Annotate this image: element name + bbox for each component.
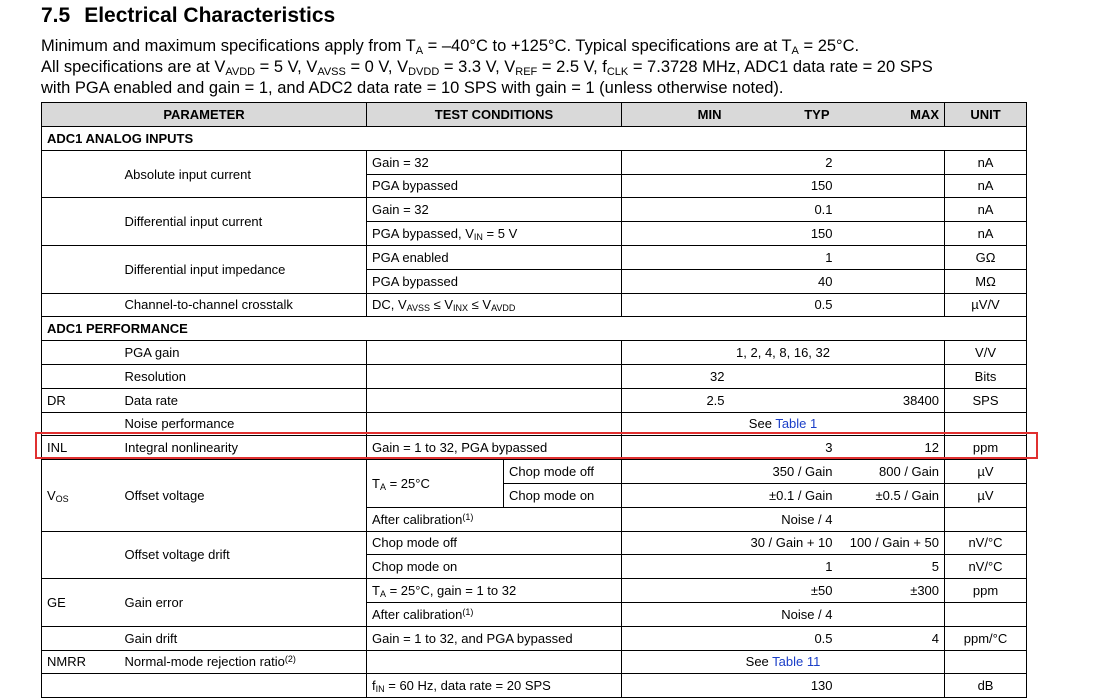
typ-value: 350 / Gain [730, 460, 838, 484]
param-name: Differential input impedance [120, 245, 367, 293]
unit: µV [945, 483, 1027, 507]
param-symbol: $V_{OS}$ [42, 460, 120, 531]
section-adc1-analog-inputs: ADC1 ANALOG INPUTS [42, 127, 1027, 151]
table-row-inl [42, 436, 1027, 460]
unit: MΩ [945, 269, 1027, 293]
max-value: 38400 [838, 388, 945, 412]
header-test-conditions: TEST CONDITIONS [367, 103, 622, 127]
table-row [42, 650, 1027, 674]
table-header-row [42, 103, 1027, 127]
test-condition: PGA bypassed [367, 174, 622, 198]
param-name: Noise performance [120, 412, 367, 436]
min-value: 32 [622, 364, 730, 388]
param-name: Integral nonlinearity [120, 436, 367, 460]
electrical-characteristics-table [41, 102, 1027, 698]
value-span: 1, 2, 4, 8, 16, 32 [622, 341, 945, 365]
unit: ppm [945, 579, 1027, 603]
max-value: 100 / Gain + 50 [838, 531, 945, 555]
header-parameter: PARAMETER [42, 103, 367, 127]
table-11-link[interactable]: Table 11 [772, 654, 821, 670]
param-name: Gain error [120, 579, 367, 627]
section-heading [41, 4, 335, 28]
typ-value: ±50 [730, 579, 838, 603]
table-row [42, 198, 1027, 222]
section-title: Electrical Characteristics [84, 4, 336, 27]
table-row [42, 388, 1027, 412]
param-name: Differential input current [120, 198, 367, 246]
section-row [42, 317, 1027, 341]
test-condition: PGA bypassed, $V_{IN} = 5$ V [367, 222, 622, 246]
max-value: 5 [838, 555, 945, 579]
see-reference: See Table 1 [622, 412, 945, 436]
table-row [42, 531, 1027, 555]
test-condition: After calibration$^{(1)}$ [367, 507, 622, 531]
param-name: Offset voltage [120, 460, 367, 531]
unit: nA [945, 198, 1027, 222]
table-row [42, 412, 1027, 436]
intro-line-2: All specifications are at $V_{AVDD} = 5$ V, $V_{AVSS} = 0$ V, $V_{DVDD} = 3.3$ V, $V_{REF} = 2.5$ V, $f_{CLK} = 7.3728$ MHz, ADC1 data rate = 20 SPS [41, 58, 933, 78]
table-row [42, 674, 1027, 698]
max-value: ±0.5 / Gain [838, 483, 945, 507]
unit: nA [945, 174, 1027, 198]
param-name: Absolute input current [120, 150, 367, 198]
intro-line-3: with PGA enabled and gain = 1, and ADC2 data rate = 10 SPS with gain = 1 (unless otherwise noted). [41, 79, 784, 97]
param-name: Normal-mode rejection ratio$^{(2)}$ [120, 650, 367, 674]
unit: nV/°C [945, 555, 1027, 579]
intro-paragraph [41, 36, 1101, 99]
intro-line-1: Minimum and maximum specifications apply from $T_A = -40^\circ C$ to +125°C. Typical specifications are at $T_A = 25^\circ C$. [41, 37, 860, 57]
typ-value: 1 [730, 245, 838, 269]
test-condition: After calibration$^{(1)}$ [367, 602, 622, 626]
table-row [42, 150, 1027, 174]
table-row [42, 341, 1027, 365]
param-name: Data rate [120, 388, 367, 412]
table-1-link[interactable]: Table 1 [775, 416, 818, 432]
test-condition: Chop mode off [367, 531, 622, 555]
typ-value: 150 [730, 222, 838, 246]
unit: GΩ [945, 245, 1027, 269]
table-row [42, 364, 1027, 388]
unit: dB [945, 674, 1027, 698]
param-symbol: DR [42, 388, 120, 412]
param-name: Gain drift [120, 626, 367, 650]
header-min: MIN [622, 103, 730, 127]
table-row [42, 293, 1027, 317]
test-condition: Gain = 32 [367, 150, 622, 174]
max-value: 800 / Gain [838, 460, 945, 484]
typ-value: ±0.1 / Gain [730, 483, 838, 507]
see-reference: See Table 11 [622, 650, 945, 674]
typ-value: 30 / Gain + 10 [730, 531, 838, 555]
unit: V/V [945, 341, 1027, 365]
table-row [42, 460, 1027, 484]
test-condition: $T_A = 25^\circ C$ [367, 460, 504, 508]
max-value: 12 [838, 436, 945, 460]
test-condition: DC, $V_{AVSS} \le V_{INX} \le V_{AVDD}$ [367, 293, 622, 317]
typ-value: Noise / 4 [730, 507, 838, 531]
param-name: PGA gain [120, 341, 367, 365]
test-condition: Chop mode on [367, 555, 622, 579]
section-row [42, 127, 1027, 151]
unit: nA [945, 150, 1027, 174]
table-row [42, 579, 1027, 603]
sub-condition: Chop mode off [504, 460, 622, 484]
unit: ppm [945, 436, 1027, 460]
section-number: 7.5 [41, 4, 71, 27]
section-adc1-performance: ADC1 PERFORMANCE [42, 317, 1027, 341]
typ-value: Noise / 4 [730, 602, 838, 626]
test-condition: Gain = 32 [367, 198, 622, 222]
header-max: MAX [838, 103, 945, 127]
test-condition: Gain = 1 to 32, PGA bypassed [367, 436, 622, 460]
header-unit: UNIT [945, 103, 1027, 127]
unit: µV/V [945, 293, 1027, 317]
typ-value: 150 [730, 174, 838, 198]
max-value: 4 [838, 626, 945, 650]
typ-value: 0.5 [730, 626, 838, 650]
test-condition: PGA enabled [367, 245, 622, 269]
test-condition: $T_A = 25^\circ C$, gain = 1 to 32 [367, 579, 622, 603]
unit: SPS [945, 388, 1027, 412]
unit: nV/°C [945, 531, 1027, 555]
typ-value: 1 [730, 555, 838, 579]
param-name: Offset voltage drift [120, 531, 367, 579]
header-typ: TYP [730, 103, 838, 127]
typ-value: 2 [730, 150, 838, 174]
param-symbol: INL [42, 436, 120, 460]
typ-value: 3 [730, 436, 838, 460]
table-row [42, 245, 1027, 269]
test-condition: $f_{IN} = 60$ Hz, data rate = 20 SPS [367, 674, 622, 698]
unit: µV [945, 460, 1027, 484]
table-row [42, 626, 1027, 650]
min-value: 2.5 [622, 388, 730, 412]
typ-value: 130 [730, 674, 838, 698]
unit: Bits [945, 364, 1027, 388]
typ-value: 0.5 [730, 293, 838, 317]
param-name: Resolution [120, 364, 367, 388]
param-symbol: GE [42, 579, 120, 627]
sub-condition: Chop mode on [504, 483, 622, 507]
typ-value: 40 [730, 269, 838, 293]
typ-value: 0.1 [730, 198, 838, 222]
test-condition: Gain = 1 to 32, and PGA bypassed [367, 626, 622, 650]
test-condition: PGA bypassed [367, 269, 622, 293]
unit: nA [945, 222, 1027, 246]
max-value: ±300 [838, 579, 945, 603]
unit: ppm/°C [945, 626, 1027, 650]
param-name: Channel-to-channel crosstalk [120, 293, 367, 317]
param-symbol: NMRR [42, 650, 120, 674]
